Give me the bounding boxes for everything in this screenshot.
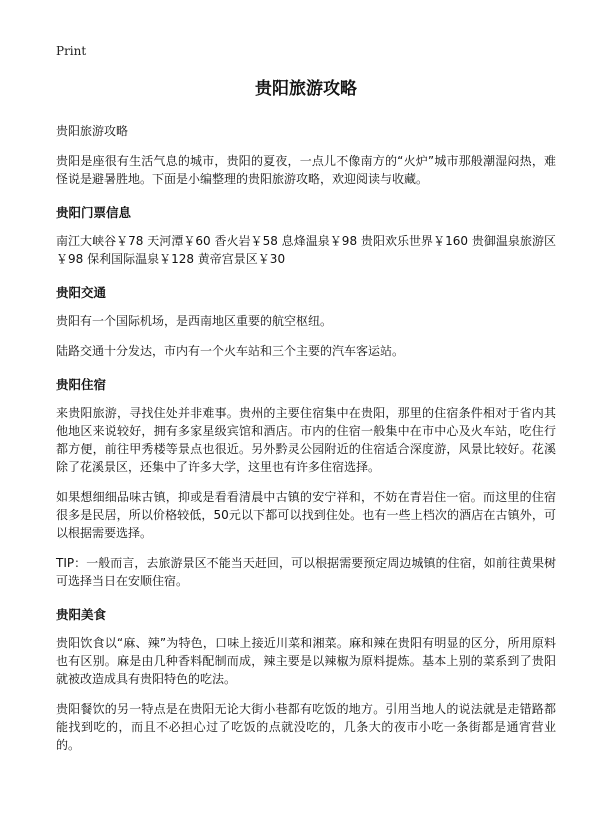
section-paragraph: 贵阳有一个国际机场，是西南地区重要的航空枢纽。 [56, 314, 333, 328]
section-heading: 贵阳美食 [56, 607, 107, 622]
section-paragraph: 贵阳餐饮的另一特点是在贵阳无论大街小巷都有吃饭的地方。引用当地人的说法就是走错路都能找到吃的，而且不必担心过了吃饭的点就没吃的，几条大的夜市小吃一条街都是通宵营业的。 [56, 702, 556, 752]
page-title: 贵阳旅游攻略 [255, 79, 357, 99]
section-paragraph: 如果想细细品味古镇，抑或是看看清晨中古镇的安宁祥和，不妨在青岩住一宿。而这里的住宿很多是民居，所以价格较低，50元以下都可以找到住处。也有一些上档次的酒店在古镇外，可以根据需要选择。 [56, 490, 556, 540]
section-lodging [56, 376, 556, 590]
section-transport [56, 284, 556, 360]
section-tickets [56, 204, 556, 268]
section-paragraph: 南江大峡谷￥78 天河潭￥60 香火岩￥58 息烽温泉￥98 贵阳欢乐世界￥160 贵御温泉旅游区￥98 保利国际温泉￥128 黄帝宫景区￥30 [56, 234, 556, 266]
section-food [56, 606, 556, 754]
section-heading: 贵阳门票信息 [56, 205, 132, 220]
section-paragraph: 来贵阳旅游，寻找住处并非难事。贵州的主要住宿集中在贵阳，那里的住宿条件相对于省内其他地区来说较好，拥有多家星级宾馆和酒店。市内的住宿一般集中在市中心及火车站，吃住行都方便，前往甲秀楼等景点也很近。另外黔灵公园附近的住宿适合深度游，风景比较好。花溪除了花溪景区，还集中了许多大学，这里也有许多住宿选择。 [56, 406, 556, 474]
print-link[interactable]: Print [56, 44, 87, 58]
tip-paragraph: TIP：一般而言，去旅游景区不能当天赶回，可以根据需要预定周边城镇的住宿，如前往黄果树可选择当日在安顺住宿。 [56, 556, 556, 588]
intro-paragraph: 贵阳是座很有生活气息的城市，贵阳的夏夜，一点儿不像南方的“火炉”城市那般潮湿闷热，难怪说是避暑胜地。下面是小编整理的贵阳旅游攻略，欢迎阅读与收藏。 [56, 154, 556, 186]
article-subtitle: 贵阳旅游攻略 [56, 124, 129, 138]
section-heading: 贵阳住宿 [56, 377, 107, 392]
section-paragraph: 陆路交通十分发达，市内有一个火车站和三个主要的汽车客运站。 [56, 344, 405, 358]
section-heading: 贵阳交通 [56, 285, 107, 300]
article-page [56, 44, 556, 766]
section-paragraph: 贵阳饮食以“麻、辣”为特色，口味上接近川菜和湘菜。麻和辣在贵阳有明显的区分，所用原料也有区别。麻是由几种香料配制而成，辣主要是以辣椒为原料提炼。基本上别的菜系到了贵阳就被改造成具有贵阳特色的吃法。 [56, 636, 556, 686]
